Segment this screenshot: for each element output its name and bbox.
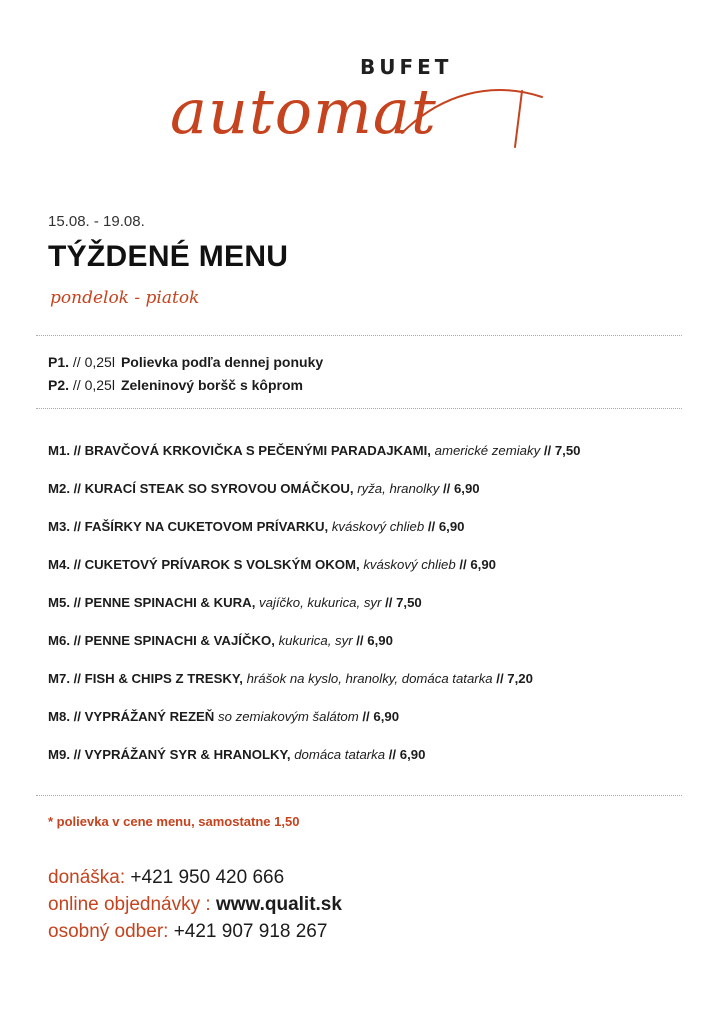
soup-volume: 0,25l <box>84 377 115 393</box>
soup-note: * polievka v cene menu, samostatne 1,50 <box>48 814 300 829</box>
menu-item-price: // 6,90 <box>385 747 426 762</box>
divider <box>36 408 682 409</box>
menu-item <box>48 441 581 479</box>
page-subtitle: pondelok - piatok <box>50 288 200 308</box>
menu-item-main: M1. // BRAVČOVÁ KRKOVIČKA S PEČENÝMI PARADAJKAMI, <box>48 443 431 458</box>
logo-script-text: automat <box>170 75 437 148</box>
menu-item-side: domáca tatarka <box>290 747 386 762</box>
menu-item-main: M4. // CUKETOVÝ PRÍVAROK S VOLSKÝM OKOM, <box>48 557 360 572</box>
menu-item <box>48 593 581 631</box>
page-title: TÝŽDENÉ MENU <box>48 240 289 273</box>
soup-list <box>48 351 323 397</box>
soup-name: Polievka podľa dennej ponuky <box>120 354 324 370</box>
menu-item <box>48 479 581 517</box>
online-order-contact <box>48 891 342 918</box>
contact-info <box>48 864 342 945</box>
bufet-automat-logo <box>170 55 560 165</box>
soup-item <box>48 374 323 397</box>
menu-item-price: // 7,50 <box>540 443 581 458</box>
soup-code: P1. <box>48 354 70 370</box>
menu-item-side: kváskový chlieb <box>328 519 425 534</box>
logo-top-text: BUFET <box>360 55 453 79</box>
menu-item-main: M6. // PENNE SPINACHI & VAJÍČKO, <box>48 633 275 648</box>
delivery-contact <box>48 864 342 891</box>
menu-item-side: ryža, hranolky <box>353 481 440 496</box>
menu-item-main: M9. // VYPRÁŽANÝ SYR & HRANOLKY, <box>48 747 291 762</box>
divider <box>36 335 682 336</box>
menu-item <box>48 555 581 593</box>
logo-swash-icon <box>170 85 560 165</box>
delivery-label: donáška: <box>48 867 126 888</box>
pickup-phone[interactable]: +421 907 918 267 <box>168 921 328 942</box>
website-link[interactable]: www.qualit.sk <box>210 894 342 915</box>
menu-item-side: kukurica, syr <box>274 633 353 648</box>
soup-separator: // <box>69 377 85 393</box>
menu-item <box>48 631 581 669</box>
menu-item <box>48 517 581 555</box>
soup-volume: 0,25l <box>84 354 115 370</box>
soup-separator: // <box>69 354 85 370</box>
menu-item-main: M7. // FISH & CHIPS Z TRESKY, <box>48 671 243 686</box>
menu-item-main: M2. // KURACÍ STEAK SO SYROVOU OMÁČKOU, <box>48 481 354 496</box>
menu-item-price: // 7,50 <box>381 595 422 610</box>
menu-item <box>48 707 581 745</box>
pickup-label: osobný odber: <box>48 921 169 942</box>
menu-item-price: // 6,90 <box>455 557 496 572</box>
divider <box>36 795 682 796</box>
menu-item-side: hrášok na kyslo, hranolky, domáca tatarka <box>242 671 493 686</box>
menu-item-main: M5. // PENNE SPINACHI & KURA, <box>48 595 256 610</box>
menu-item-main: M8. // VYPRÁŽANÝ REZEŇ <box>48 709 215 724</box>
menu-item-side: kváskový chlieb <box>359 557 456 572</box>
menu-item-side: so zemiakovým šalátom <box>214 709 359 724</box>
menu-item-price: // 6,90 <box>352 633 393 648</box>
menu-item <box>48 669 581 707</box>
soup-name: Zeleninový boršč s kôprom <box>120 377 303 393</box>
soup-item <box>48 351 323 374</box>
online-order-label: online objednávky : <box>48 894 211 915</box>
date-range: 15.08. - 19.08. <box>48 213 145 230</box>
menu-item-main: M3. // FAŠÍRKY NA CUKETOVOM PRÍVARKU, <box>48 519 329 534</box>
menu-item-side: vajíčko, kukurica, syr <box>255 595 382 610</box>
pickup-contact <box>48 918 342 945</box>
menu-item <box>48 745 581 783</box>
soup-code: P2. <box>48 377 70 393</box>
menu-item-price: // 7,20 <box>492 671 533 686</box>
menu-item-price: // 6,90 <box>439 481 480 496</box>
delivery-phone[interactable]: +421 950 420 666 <box>125 867 285 888</box>
menu-item-price: // 6,90 <box>424 519 465 534</box>
main-course-list <box>48 441 581 783</box>
menu-item-price: // 6,90 <box>358 709 400 724</box>
menu-item-side: americké zemiaky <box>430 443 541 458</box>
